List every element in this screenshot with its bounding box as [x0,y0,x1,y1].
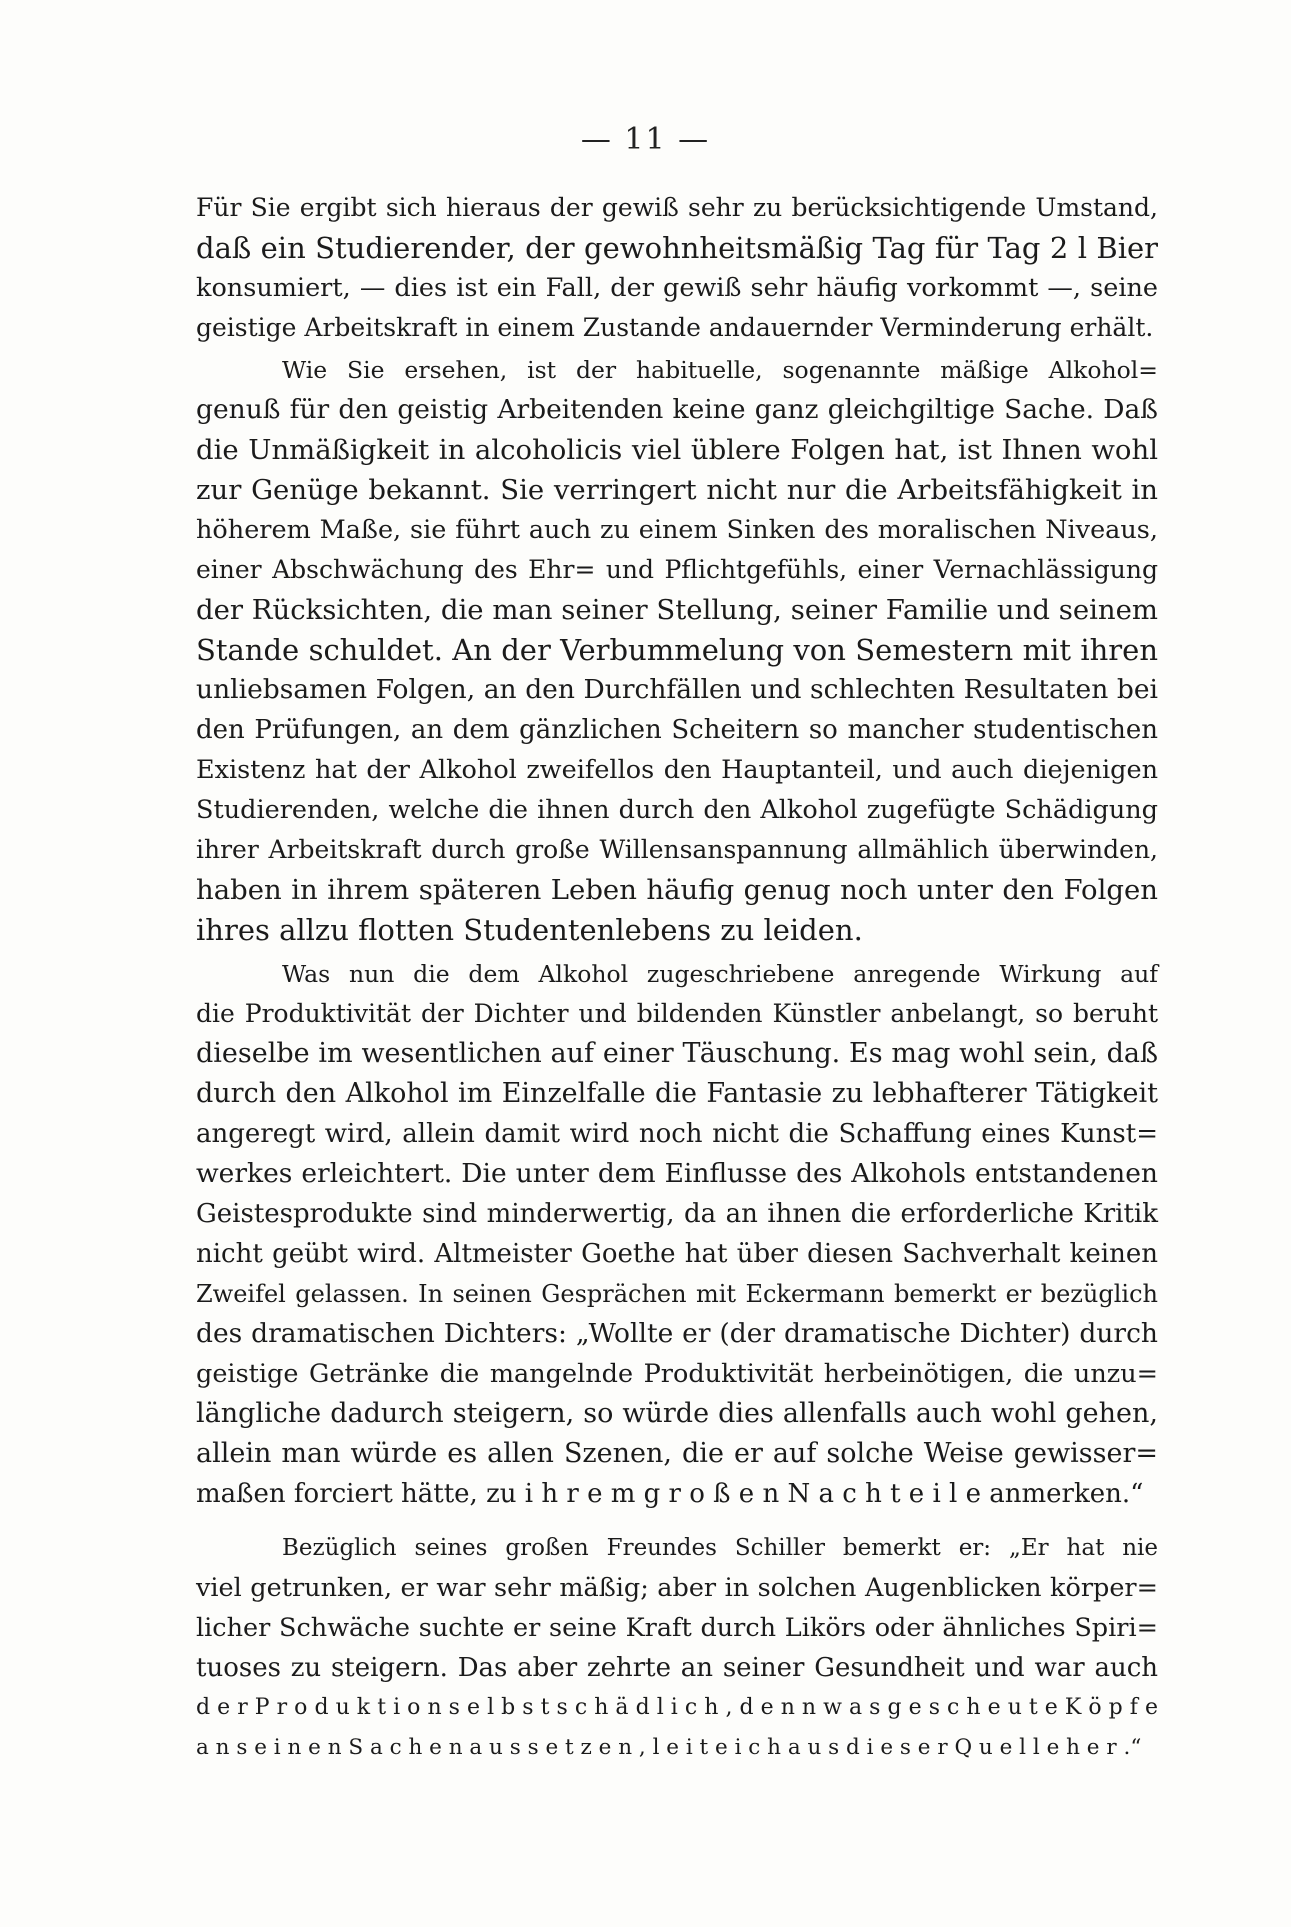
text-line: daß ein Studierender, der gewohnheitsmäßig Tag für Tag 2 l Bier [196,231,1158,265]
text-line: unliebsamen Folgen, an den Durchfällen und schlechten Resultaten bei [196,674,1158,705]
text-line: viel getrunken, er war sehr mäßig; aber in solchen Augenblicken körper= [196,1573,1158,1603]
text-line: Geistesprodukte sind minderwertig, da an ihnen die erforderliche Kritik [196,1199,1158,1229]
text-line: geistige Getränke die mangelnde Produktivität herbeinötigen, die unzu= [196,1359,1158,1389]
text-line: Für Sie ergibt sich hieraus der gewiß sehr zu berücksichtigende Umstand, [196,193,1158,222]
text-line: d e r P r o d u k t i o n s e l b s t s c h ä d l i c h , d e n n w a s g e s c h e u t e K ö p f e [196,1695,1158,1720]
text-line: längliche dadurch steigern, so würde dies allenfalls auch wohl gehen, [196,1398,1158,1429]
paragraph-2 [196,350,1158,950]
text-line: a n s e i n e n S a c h e n a u s s e t z e n , l e i t e i c h a u s d i e s e r Q u e l l e h e r .“ [196,1735,1142,1760]
text-line: werkes erleichtert. Die unter dem Einflusse des Alkohols entstandenen [196,1158,1158,1189]
text-line: Bezüglich seines großen Freundes Schiller bemerkt er: „Er hat nie [282,1535,1158,1561]
paragraph-3 [196,954,1158,1514]
text-line: maßen forciert hätte, zu i h r e m g r o ß e n N a c h t e i l e anmerken.“ [196,1479,1144,1509]
text-line: tuoses zu steigern. Das aber zehrte an seiner Gesundheit und war auch [196,1653,1158,1683]
text-line: höherem Maße, sie führt auch zu einem Sinken des moralischen Niveaus, [196,515,1158,545]
paragraph-4 [196,1528,1158,1768]
text-line: geistige Arbeitskraft in einem Zustande andauernder Verminderung erhält. [196,313,1154,342]
text-line: Existenz hat der Alkohol zweifellos den Hauptanteil, und auch diejenigen [196,755,1158,785]
text-line: nicht geübt wird. Altmeister Goethe hat über diesen Sachverhalt keinen [196,1239,1158,1269]
text-line: durch den Alkohol im Einzelfalle die Fantasie zu lebhafterer Tätigkeit [196,1078,1158,1109]
page-number: — 11 — [580,122,711,157]
text-line: Zweifel gelassen. In seinen Gesprächen mit Eckermann bemerkt er bezüglich [196,1280,1158,1308]
text-line: die Produktivität der Dichter und bildenden Künstler anbelangt, so beruht [196,999,1158,1028]
text-line: Stande schuldet. An der Verbummelung von Semestern mit ihren [196,633,1158,667]
text-line: des dramatischen Dichters: „Wollte er (der dramatische Dichter) durch [196,1318,1158,1349]
text-line: licher Schwäche suchte er seine Kraft durch Likörs oder ähnliches Spiri= [196,1613,1158,1643]
body-text [196,188,1158,1768]
paragraph-1 [196,188,1158,348]
text-line: zur Genüge bekannt. Sie verringert nicht nur die Arbeitsfähigkeit in [196,474,1158,506]
text-line: einer Abschwächung des Ehr= und Pflichtgefühls, einer Vernachlässigung [196,555,1158,584]
text-line: genuß für den geistig Arbeitenden keine ganz gleichgiltige Sache. Daß [196,394,1158,425]
text-line: dieselbe im wesentlichen auf einer Täuschung. Es mag wohl sein, daß [196,1038,1158,1069]
text-line: ihrer Arbeitskraft durch große Willensanspannung allmählich überwinden, [196,835,1158,864]
text-line: den Prüfungen, an dem gänzlichen Scheitern so mancher studentischen [196,715,1158,745]
text-line: angeregt wird, allein damit wird noch nicht die Schaffung eines Kunst= [196,1119,1158,1149]
text-line: konsumiert, — dies ist ein Fall, der gewiß sehr häufig vorkommt —, seine [196,273,1158,303]
text-line: Wie Sie ersehen, ist der habituelle, sogenannte mäßige Alkohol= [282,356,1158,384]
text-line: haben in ihrem späteren Leben häufig genug noch unter den Folgen [196,874,1158,906]
text-line: der Rücksichten, die man seiner Stellung, seiner Familie und seinem [196,594,1158,626]
text-line: Studierenden, welche die ihnen durch den Alkohol zugefügte Schädigung [196,795,1158,825]
text-line: allein man würde es allen Szenen, die er auf solche Weise gewisser= [196,1438,1158,1469]
text-line: ihres allzu flotten Studentenlebens zu leiden. [196,913,863,947]
text-line: Was nun die dem Alkohol zugeschriebene anregende Wirkung auf [282,960,1158,988]
text-line: die Unmäßigkeit in alcoholicis viel üblere Folgen hat, ist Ihnen wohl [196,434,1158,466]
